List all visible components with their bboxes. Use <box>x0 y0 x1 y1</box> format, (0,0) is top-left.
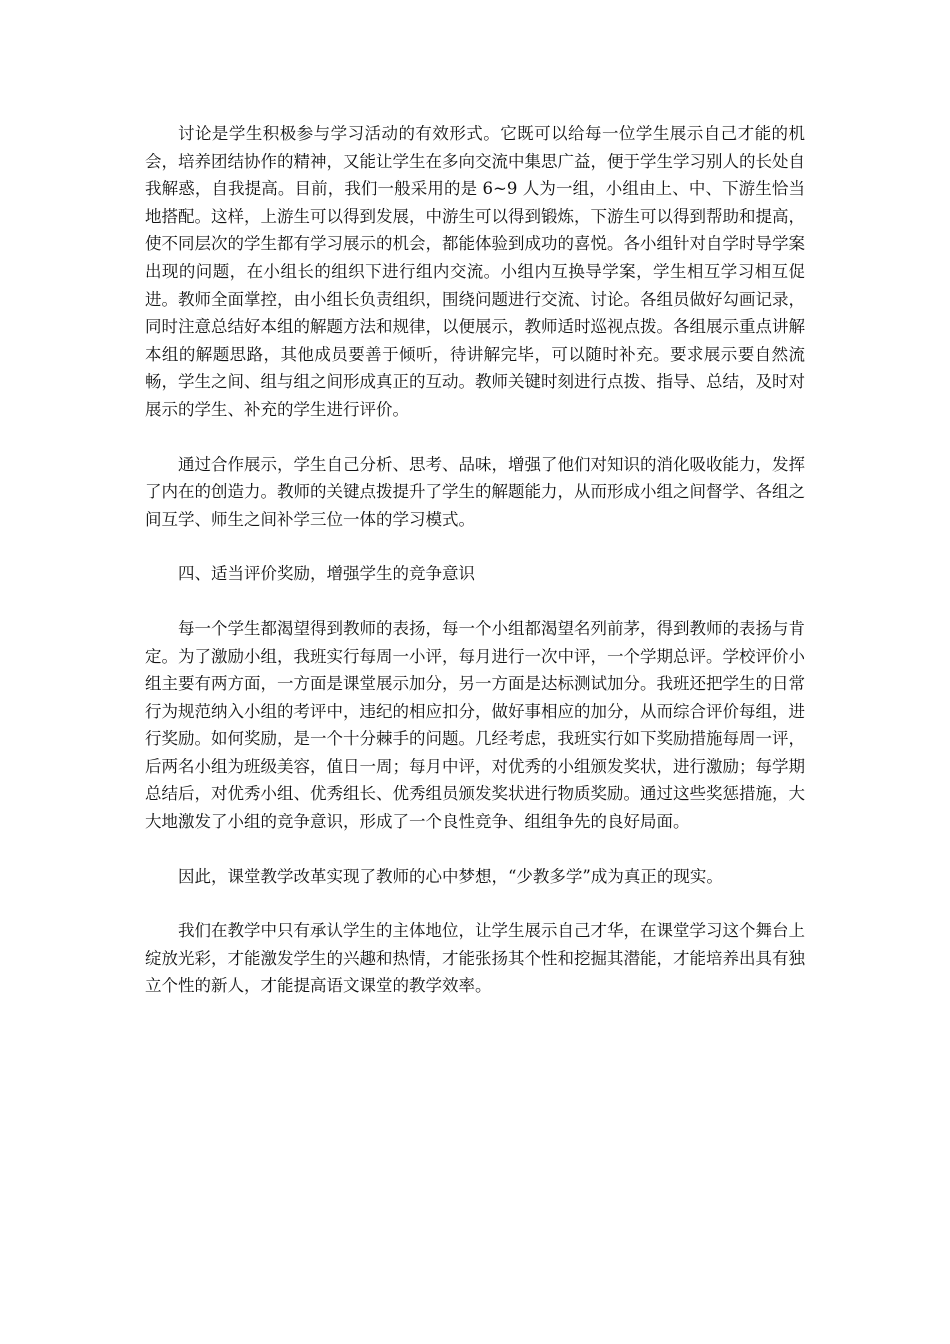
paragraph-therefore: 因此，课堂教学改革实现了教师的心中梦想，“少教多学”成为真正的现实。 <box>178 866 723 886</box>
paragraph-rewards: 每一个学生都渴望得到教师的表扬，每一个小组都渴望名列前茅，得到教师的表扬与肯定。为了激励小组，我班实行每周一小评，每月进行一次中评，一个学期总评。学校评价小组主要有两方面，一方面是课堂展示加分，另一方面是达标测试加分。我班还把学生的日常行为规范纳入小组的考评中，违纪的相应扣分，做好事相应的加分，从而综合评价每组，进行奖励。如何奖励，是一个十分棘手的问题。几经考虑，我班实行如下奖励措施每周一评，后两名小组为班级美容，值日一周；每月中评，对优秀的小组颁发奖状，进行激励；每学期总结后，对优秀小组、优秀组长、优秀组员颁发奖状进行物质奖励。通过这些奖惩措施，大大地激发了小组的竞争意识，形成了一个良性竞争、组组争先的良好局面。 <box>145 618 805 832</box>
paragraph-discussion: 讨论是学生积极参与学习活动的有效形式。它既可以给每一位学生展示自己才能的机会，培养团结协作的精神，又能让学生在多向交流中集思广益，便于学生学习别人的长处自我解惑，自我提高。目前，我们一般采用的是 6~9 人为一组，小组由上、中、下游生恰当地搭配。这样，上游生可以得到发展，中游生可以得到锻炼，下游生可以得到帮助和提高，使不同层次的学生都有学习展示的机会，都能体验到成功的喜悦。各小组针对自学时导学案出现的问题，在小组长的组织下进行组内交流。小组内互换导学案，学生相互学习相互促进。教师全面掌控，由小组长负责组织，围绕问题进行交流、讨论。各组员做好勾画记录，同时注意总结好本组的解题方法和规律，以便展示，教师适时巡视点拨。各组展示重点讲解本组的解题思路，其他成员要善于倾听，待讲解完毕，可以随时补充。要求展示要自然流畅，学生之间、组与组之间形成真正的互动。教师关键时刻进行点拨、指导、总结，及时对展示的学生、补充的学生进行评价。 <box>145 124 805 419</box>
paragraph-cooperation: 通过合作展示，学生自己分析、思考、品味，增强了他们对知识的消化吸收能力，发挥了内在的创造力。教师的关键点拨提升了学生的解题能力，从而形成小组之间督学、各组之间互学、师生之间补学三位一体的学习模式。 <box>145 454 805 529</box>
section-heading-four: 四、适当评价奖励，增强学生的竞争意识 <box>178 564 475 584</box>
document-body <box>145 120 805 1027</box>
paragraph-conclusion: 我们在教学中只有承认学生的主体地位，让学生展示自己才华，在课堂学习这个舞台上绽放光彩，才能激发学生的兴趣和热情，才能张扬其个性和挖掘其潜能，才能培养出具有独立个性的新人，才能提高语文课堂的教学效率。 <box>145 921 805 996</box>
